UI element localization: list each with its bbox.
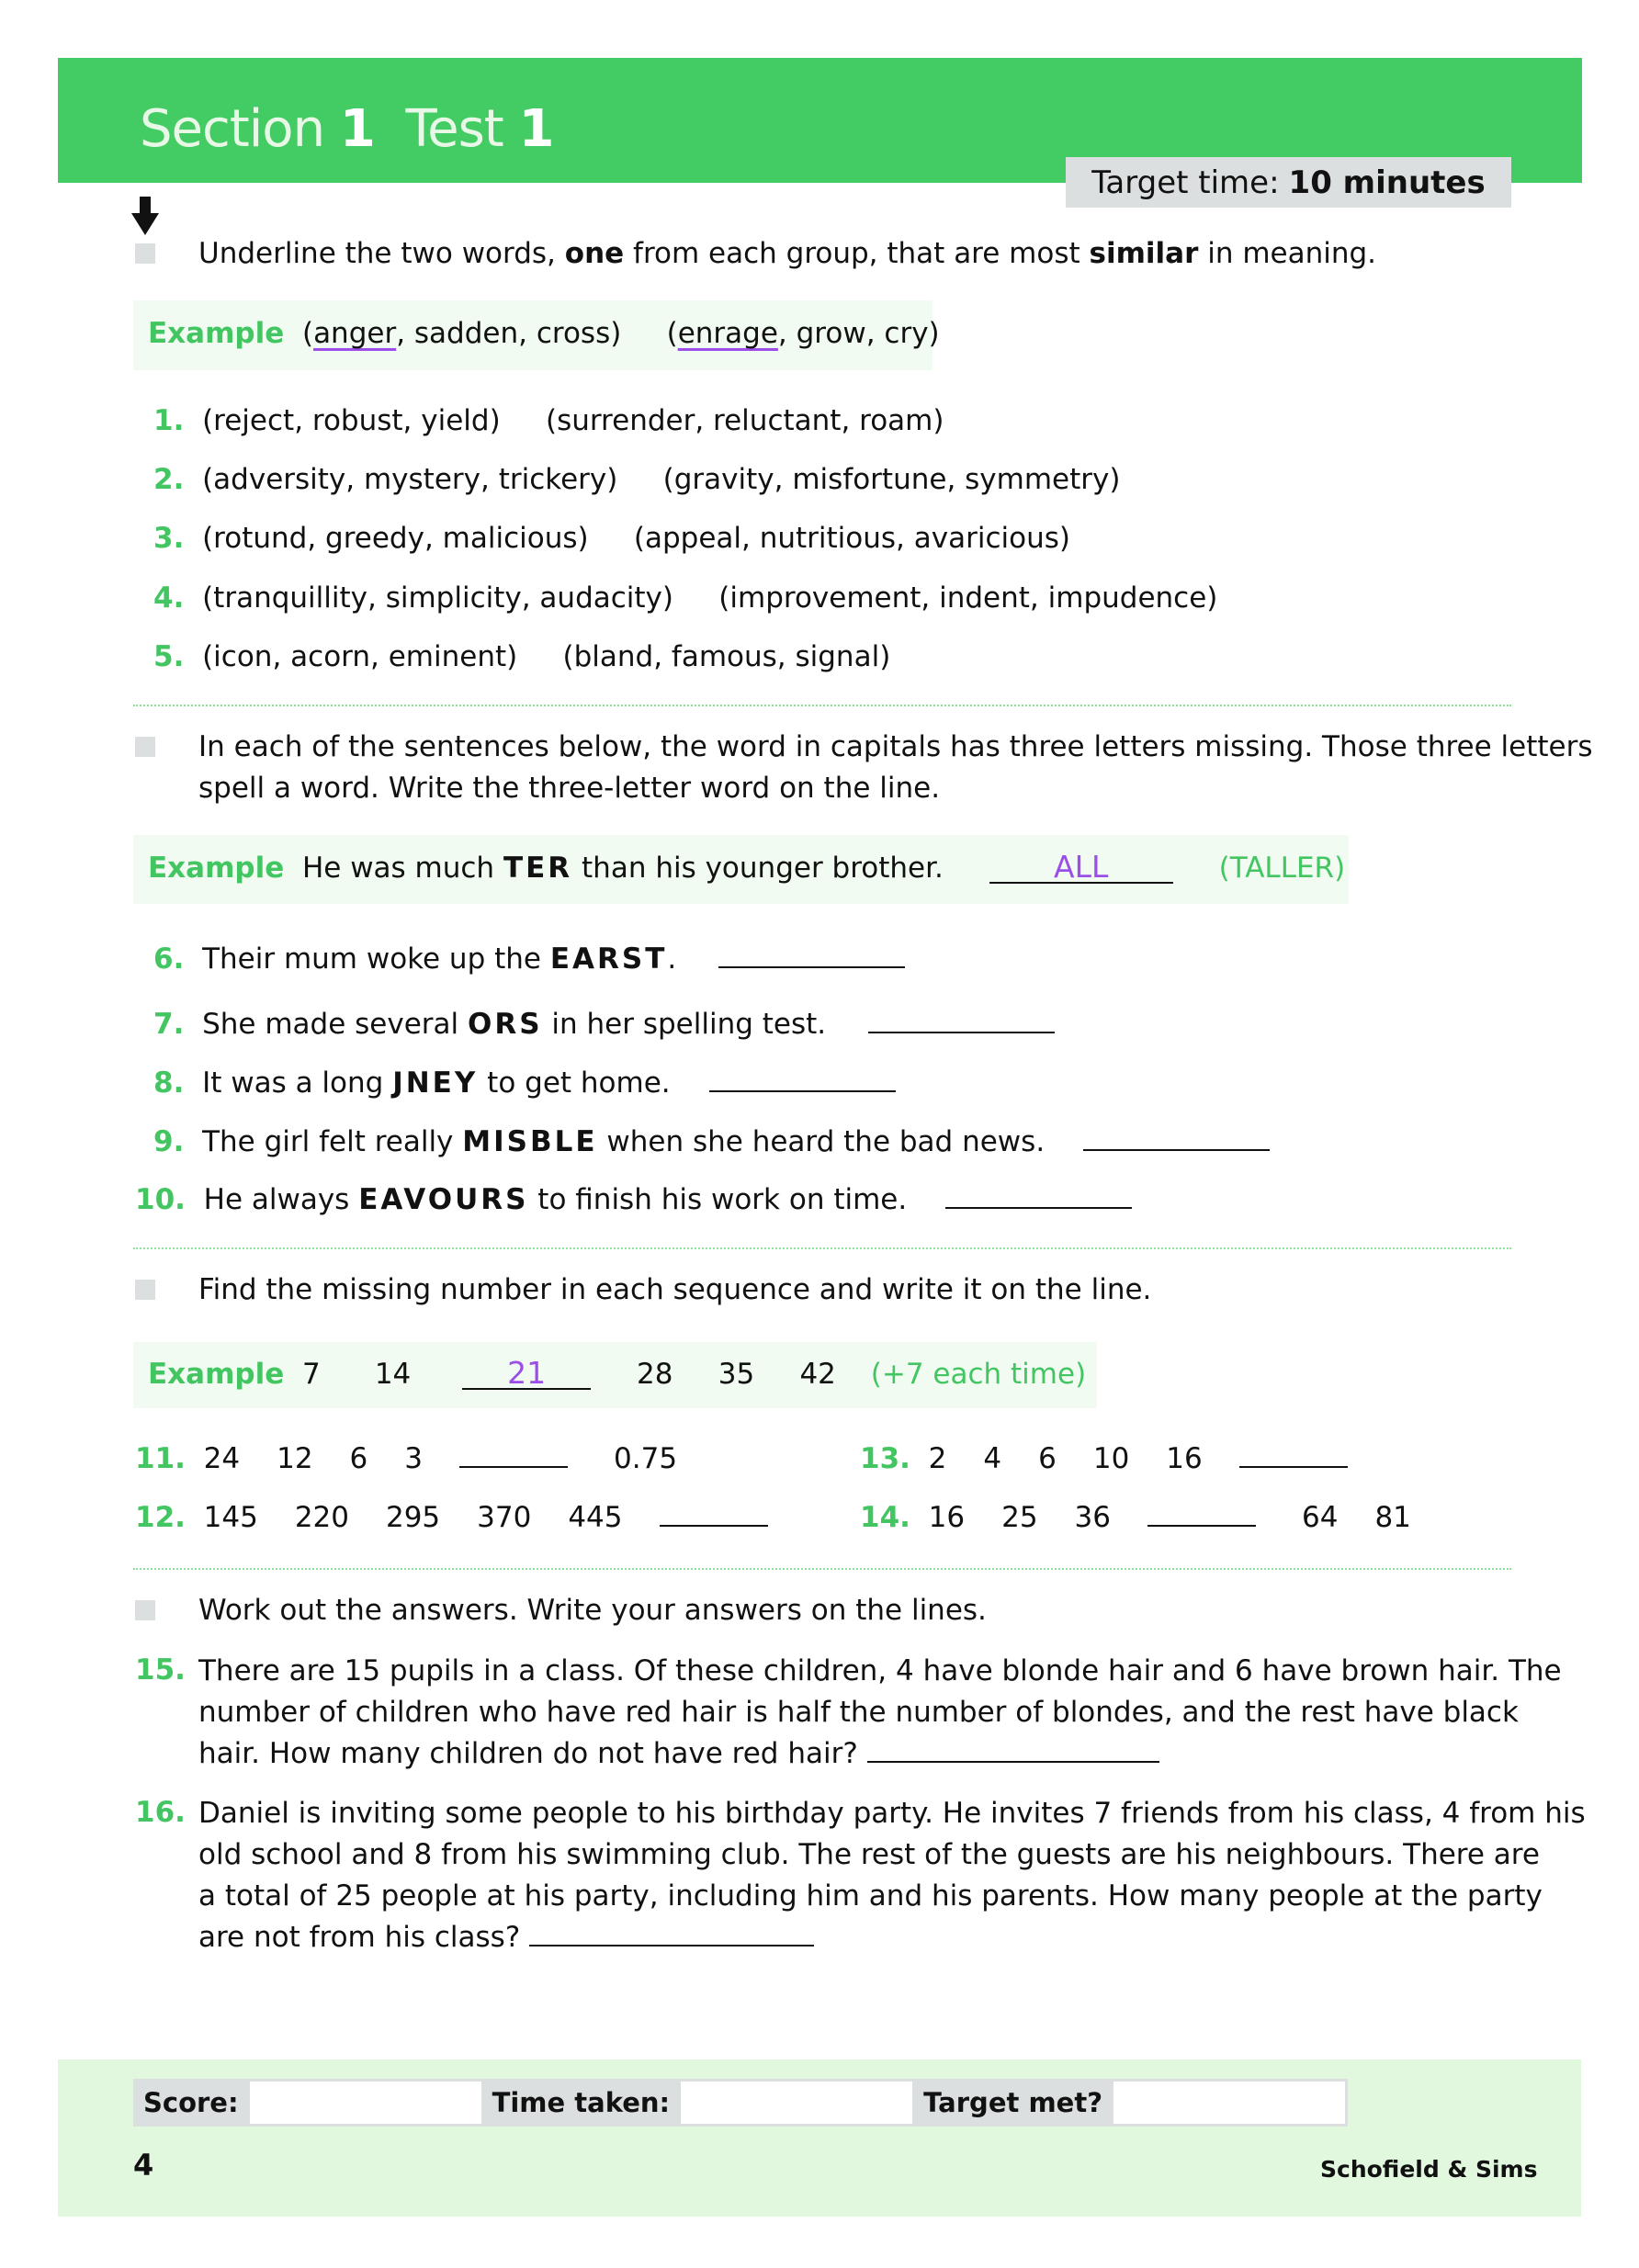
example-missing-letters: Example He was much TER than his younger brother. ALL (TALLER) — [148, 849, 1346, 885]
question-10: 10. He always EAVOURS to finish his work on time. — [135, 1183, 1132, 1216]
example-hint: (+7 each time) — [870, 1358, 1087, 1391]
question-16: Daniel is inviting some people to his birthday party. He invites 7 friends from his class, 4 from his old school and 8 from his swimming club. The rest of the guests are his neighbours. There are a total of 25 people at his party, including him and his parents. How many people at the party are not from his class? — [198, 1797, 1586, 1954]
underlined-answer: enrage — [677, 317, 778, 350]
title-test-word: Test — [405, 99, 503, 159]
example-hint: (TALLER) — [1218, 852, 1346, 885]
example-label: Example — [148, 317, 285, 350]
instruction-similar-words: Underline the two words, one from each group, that are most similar in meaning. — [198, 237, 1377, 270]
example-answer: 21 — [507, 1355, 547, 1391]
answer-line[interactable] — [718, 965, 905, 968]
down-arrow-icon — [130, 197, 161, 237]
word-group-1[interactable]: (tranquillity, simplicity, audacity) — [202, 581, 674, 615]
word-group-1[interactable]: (reject, robust, yield) — [202, 404, 501, 437]
example-sequence: Example 7 14 21 28 35 42 (+7 each time) — [148, 1355, 1087, 1391]
word-group-2[interactable]: (appeal, nutritious, avaricious) — [633, 522, 1070, 555]
question-8: 8. It was a long JNEY to get home. — [153, 1066, 896, 1100]
word-group-2[interactable]: (improvement, indent, impudence) — [718, 581, 1218, 615]
example-answer: ALL — [1054, 849, 1109, 885]
question-2[interactable]: 2. (adversity, mystery, trickery) (gravity, misfortune, symmetry) — [153, 463, 1121, 496]
instruction-bullet — [135, 1280, 155, 1300]
word-group-1[interactable]: (adversity, mystery, trickery) — [202, 463, 618, 496]
instruction-sequences: Find the missing number in each sequence and write it on the line. — [198, 1273, 1152, 1306]
target-met-input[interactable] — [1113, 2082, 1345, 2124]
question-5[interactable]: 5. (icon, acorn, eminent) (bland, famous, signal) — [153, 640, 891, 673]
answer-line[interactable] — [1239, 1464, 1348, 1468]
time-taken-input[interactable] — [681, 2082, 912, 2124]
instruction-word-problems: Work out the answers. Write your answers on the lines. — [198, 1594, 987, 1627]
time-taken-label: Time taken: — [492, 2087, 671, 2118]
section-divider — [133, 1568, 1511, 1570]
question-9: 9. The girl felt really MISBLE when she heard the bad news. — [153, 1125, 1270, 1158]
score-input[interactable] — [250, 2082, 481, 2124]
answer-line[interactable] — [529, 1943, 814, 1946]
title-section-word: Section — [140, 99, 325, 159]
question-15: There are 15 pupils in a class. Of these children, 4 have blonde hair and 6 have brown hair. The number of children who have red hair is half the number of blondes, and the rest have black hair. How many children do not have red hair? — [198, 1654, 1562, 1770]
page-number: 4 — [133, 2148, 154, 2183]
answer-line[interactable] — [709, 1089, 896, 1092]
answer-line[interactable] — [1083, 1147, 1270, 1151]
answer-line[interactable] — [868, 1030, 1055, 1033]
word-group-2[interactable]: (gravity, misfortune, symmetry) — [662, 463, 1121, 496]
score-row — [133, 2079, 1348, 2127]
answer-line[interactable] — [1147, 1523, 1256, 1527]
word-group-1[interactable]: (icon, acorn, eminent) — [202, 640, 518, 673]
instruction-missing-letters: In each of the sentences below, the word in capitals has three letters missing. Those three letters spell a word. Write the three-letter word on the line. — [198, 730, 1593, 805]
question-13: 13. 2 4 6 10 16 — [860, 1442, 1348, 1475]
answer-line[interactable] — [867, 1759, 1159, 1763]
question-15-number: 15. — [135, 1653, 186, 1687]
target-time-badge — [1066, 157, 1511, 208]
example-label: Example — [148, 1358, 285, 1391]
example-label: Example — [148, 852, 285, 885]
word-group-2[interactable]: (bland, famous, signal) — [562, 640, 891, 673]
question-11: 11. 24 12 6 3 0.75 — [135, 1442, 678, 1475]
section-number: 1 — [339, 99, 375, 159]
instruction-bullet — [135, 243, 155, 264]
section-divider — [133, 705, 1511, 706]
target-time-label: Target time: — [1091, 164, 1280, 201]
word-group-2[interactable]: (surrender, reluctant, roam) — [545, 404, 944, 437]
section-divider — [133, 1247, 1511, 1249]
underlined-answer: anger — [313, 317, 397, 350]
question-7: 7. She made several ORS in her spelling test. — [153, 1008, 1055, 1041]
score-label: Score: — [143, 2087, 239, 2118]
question-4[interactable]: 4. (tranquillity, simplicity, audacity) (improvement, indent, impudence) — [153, 581, 1218, 615]
target-time-value: 10 minutes — [1288, 164, 1486, 201]
question-12: 12. 145 220 295 370 445 — [135, 1501, 768, 1534]
question-14: 14. 16 25 36 64 81 — [860, 1501, 1411, 1534]
answer-line[interactable] — [459, 1464, 568, 1468]
question-6: 6. Their mum woke up the EARST. — [153, 942, 905, 976]
instruction-bullet — [135, 737, 155, 757]
word-group-1[interactable]: (rotund, greedy, malicious) — [202, 522, 589, 555]
question-1[interactable]: 1. (reject, robust, yield) (surrender, reluctant, roam) — [153, 404, 944, 437]
instruction-bullet — [135, 1600, 155, 1620]
example-similar-words: Example (anger, sadden, cross) (enrage, grow, cry) — [148, 317, 940, 350]
publisher-name: Schofield & Sims — [1320, 2156, 1538, 2183]
page-title — [140, 99, 554, 159]
answer-line[interactable] — [660, 1523, 768, 1527]
question-16-number: 16. — [135, 1796, 186, 1829]
answer-line[interactable] — [945, 1205, 1132, 1209]
question-3[interactable]: 3. (rotund, greedy, malicious) (appeal, nutritious, avaricious) — [153, 522, 1070, 555]
test-number: 1 — [518, 99, 554, 159]
target-met-label: Target met? — [923, 2087, 1103, 2118]
header-edge-rule — [1582, 58, 1584, 183]
